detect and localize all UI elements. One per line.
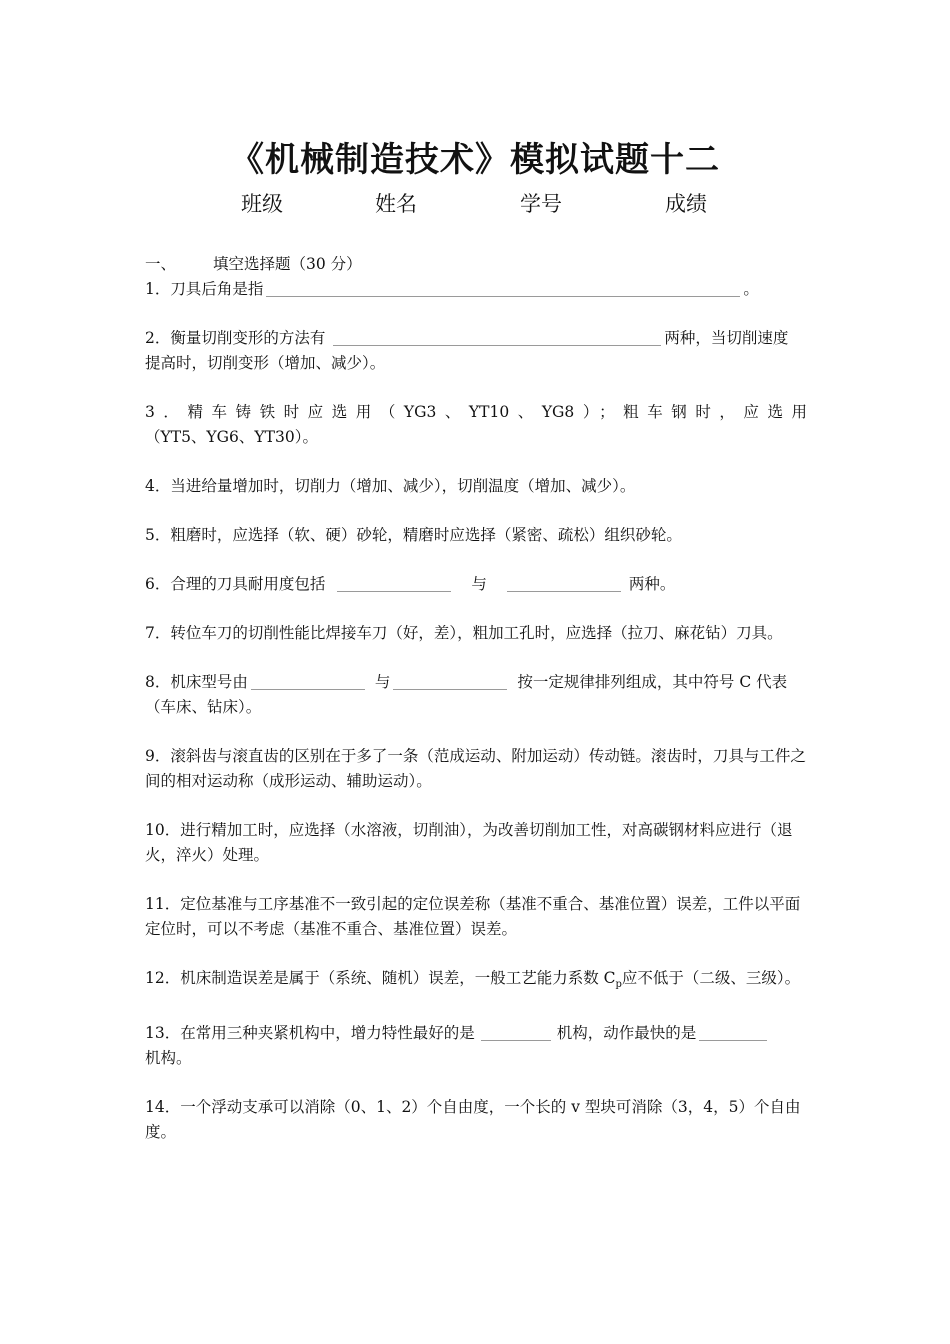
class-label: 班级: [241, 192, 283, 216]
question-text: 6．合理的刀具耐用度包括: [145, 575, 326, 593]
question-text: 机构，动作最快的是: [556, 1024, 697, 1043]
answer-blank[interactable]: [393, 672, 507, 690]
score-label: 成绩: [665, 192, 707, 216]
answer-blank[interactable]: [699, 1023, 767, 1041]
question-5: 5．粗磨时，应选择（软、硬）砂轮，精磨时应选择（紧密、疏松）组织砂轮。: [145, 526, 682, 544]
question-1: [145, 277, 807, 302]
subscript-p: p: [615, 979, 622, 991]
answer-blank[interactable]: [266, 279, 740, 297]
question-text: 两种，当切削速度: [664, 329, 789, 347]
question-9: 9．滚斜齿与滚直齿的区别在于多了一条（范成运动、附加运动）传动链。滚齿时，刀具与工件之间的相对运动称（成形运动、辅助运动）。: [145, 747, 806, 790]
section-number: 一、: [145, 255, 177, 273]
exam-content: [145, 252, 807, 1145]
question-text: 3．精车铸铁时应选用（YG3、YT10、YG8）；粗车钢时，应选用: [145, 403, 807, 421]
question-7: 7．转位车刀的切削性能比焊接车刀（好，差），粗加工孔时，应选择（拉刀、麻花钻）刀具。: [145, 624, 783, 642]
question-text: 提高时，切削变形（增加、减少）。: [145, 354, 386, 372]
question-2: [145, 326, 807, 376]
question-text: 两种。: [628, 575, 676, 593]
question-text: 12．机床制造误差是属于（系统、随机）误差，一般工艺能力系数 C: [145, 969, 616, 987]
section-title: 填空选择题（30 分）: [213, 255, 362, 273]
question-14: 14．一个浮动支承可以消除（0、1、2）个自由度，一个长的 v 型块可消除（3，4，5）个自由度。: [145, 1098, 801, 1142]
name-label: 姓名: [375, 192, 417, 216]
question-12: [145, 966, 807, 997]
question-10: 10．进行精加工时，应选择（水溶液，切削油），为改善切削加工性，对高碳钢材料应进行（退火，淬火）处理。: [145, 821, 793, 864]
answer-blank[interactable]: [337, 574, 451, 592]
student-info-row: [0, 188, 950, 218]
question-8: [145, 670, 807, 720]
section-heading: [145, 252, 807, 277]
question-text: （YT5、YG6、YT30）。: [145, 428, 318, 446]
question-text: 8．机床型号由: [145, 673, 248, 691]
document-title: 《机械制造技术》模拟试题十二: [230, 140, 720, 180]
question-3: [145, 400, 807, 450]
question-text: 与: [471, 575, 487, 593]
question-text: 机构。: [145, 1049, 192, 1068]
student-id-label: 学号: [520, 192, 562, 216]
question-text: 按一定规律排列组成，其中符号 C 代表（车床、钻床）。: [145, 673, 788, 716]
answer-blank[interactable]: [481, 1023, 551, 1041]
question-text: 13．在常用三种夹紧机构中，增力特性最好的是: [145, 1024, 475, 1043]
answer-blank[interactable]: [333, 328, 661, 346]
question-text: 与: [374, 673, 391, 691]
question-4: 4．当进给量增加时，切削力（增加、减少），切削温度（增加、减少）。: [145, 477, 636, 495]
question-6: [145, 572, 807, 597]
question-text: 。: [743, 280, 759, 298]
question-text: 2．衡量切削变形的方法有: [145, 329, 326, 347]
answer-blank[interactable]: [507, 574, 621, 592]
question-11: 11．定位基准与工序基准不一致引起的定位误差称（基准不重合、基准位置）误差，工件以平面定位时，可以不考虑（基准不重合、基准位置）误差。: [145, 895, 801, 938]
question-text: 应不低于（二级、三级）。: [621, 969, 801, 987]
question-13: [145, 1021, 807, 1071]
answer-blank[interactable]: [251, 672, 365, 690]
question-text: 1．刀具后角是指: [145, 280, 264, 298]
